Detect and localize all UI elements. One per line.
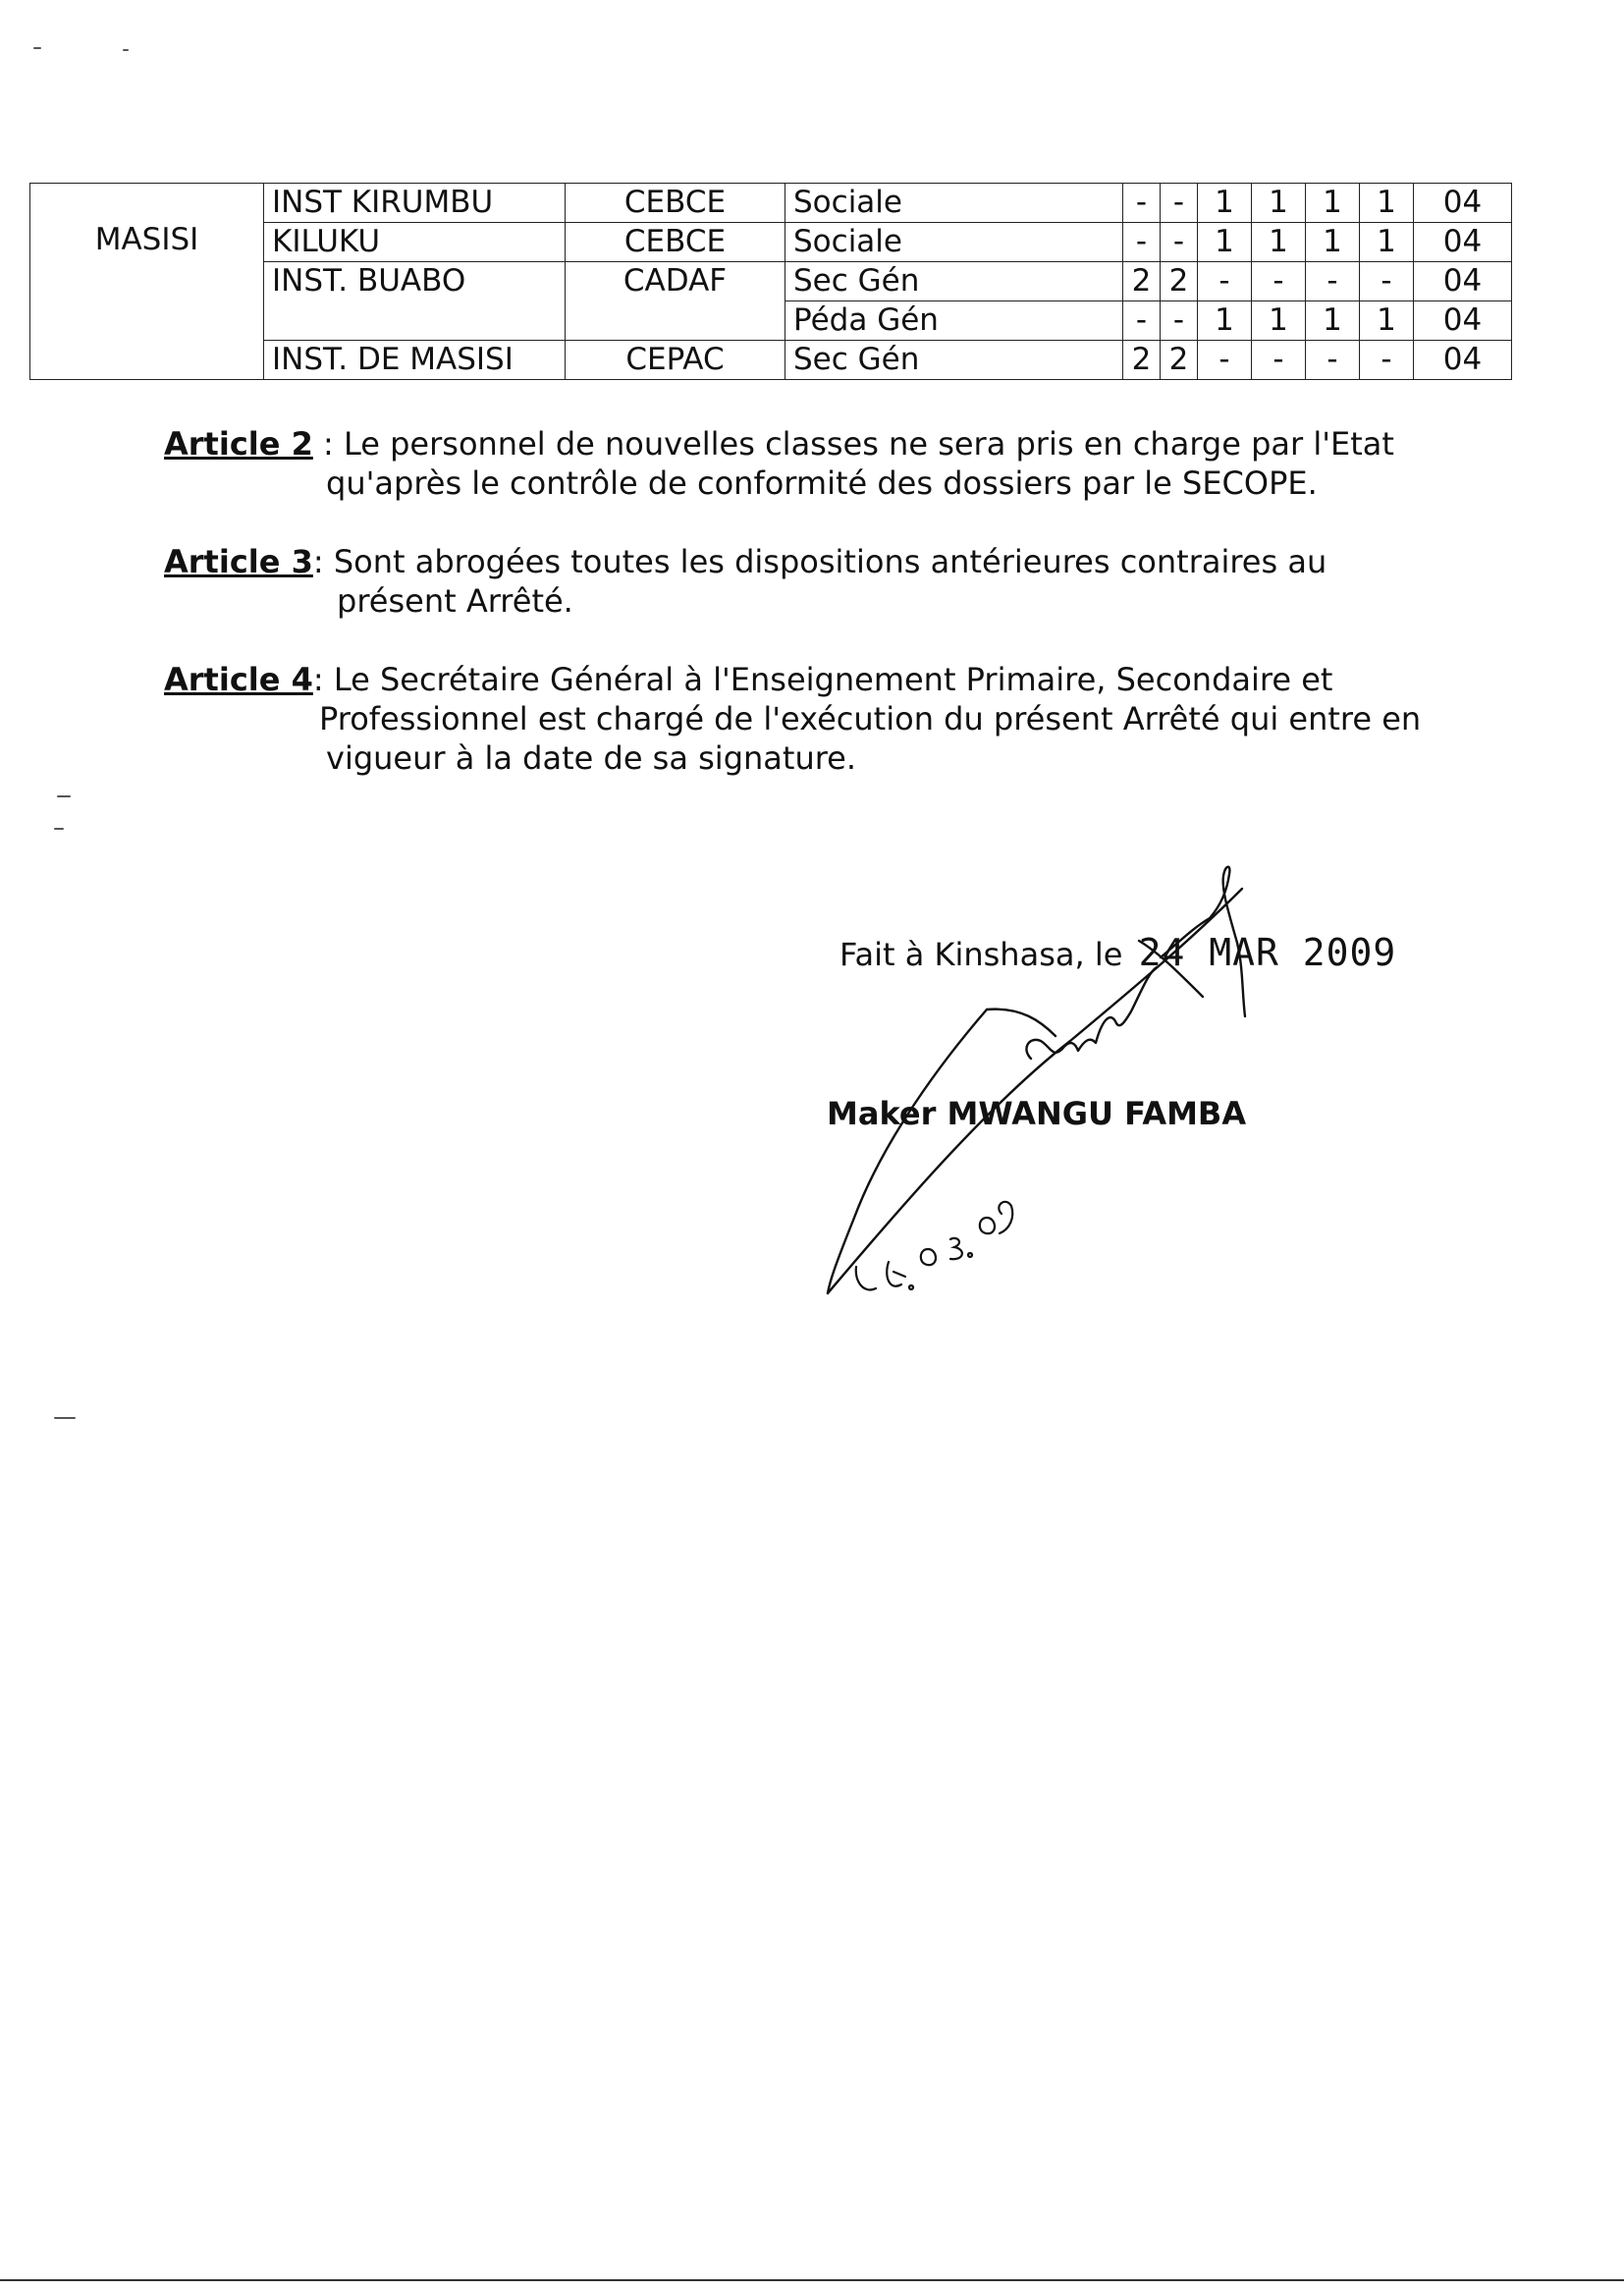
place-date-prefix: Fait à Kinshasa, le [839,936,1123,973]
count-cell: - [1306,262,1360,301]
count-cell: - [1360,341,1414,380]
count-cell: - [1252,262,1306,301]
school-cell: INST. DE MASISI [264,341,566,380]
option-cell: Péda Gén [785,301,1123,341]
network-cell: CADAF [566,262,785,341]
article-text: qu'après le contrôle de conformité des dossiers par le SECOPE. [326,464,1318,502]
count-cell: 1 [1252,184,1306,223]
region-cell: MASISI [30,184,264,380]
count-cell: 1 [1360,301,1414,341]
school-cell: KILUKU [264,223,566,262]
count-cell: 1 [1252,301,1306,341]
scan-speck [54,828,64,830]
total-cell: 04 [1414,184,1512,223]
article-2 [164,424,1394,503]
count-cell: - [1123,184,1161,223]
count-cell: - [1198,341,1252,380]
count-cell: - [1252,341,1306,380]
school-cell: INST KIRUMBU [264,184,566,223]
classes-table [29,183,1512,380]
article-label: Article 3 [164,543,313,580]
article-separator: : [312,425,344,463]
count-cell: 1 [1198,223,1252,262]
count-cell: - [1306,341,1360,380]
table-row [30,184,1512,223]
count-cell: - [1161,301,1198,341]
count-cell: 1 [1306,223,1360,262]
count-cell: 2 [1123,262,1161,301]
signer-name: Maker MWANGU FAMBA [827,1095,1247,1132]
article-4 [164,660,1421,778]
article-separator: : [312,543,334,580]
scan-speck [123,49,129,51]
count-cell: - [1123,301,1161,341]
article-text: Professionnel est chargé de l'exécution du présent Arrêté qui entre en [319,700,1422,737]
count-cell: 1 [1360,184,1414,223]
count-cell: - [1123,223,1161,262]
article-text: vigueur à la date de sa signature. [326,739,857,777]
school-cell: INST. BUABO [264,262,566,341]
count-cell: - [1161,223,1198,262]
network-cell: CEBCE [566,184,785,223]
option-cell: Sociale [785,223,1123,262]
place-and-date [839,933,1396,974]
count-cell: 1 [1198,184,1252,223]
count-cell: 1 [1306,184,1360,223]
scan-speck [33,47,41,49]
article-3 [164,542,1326,621]
count-cell: 2 [1161,341,1198,380]
option-cell: Sociale [785,184,1123,223]
article-label: Article 2 [164,425,313,463]
article-text: Sont abrogées toutes les dispositions antérieures contraires au [333,543,1327,580]
article-text: présent Arrêté. [337,582,573,620]
count-cell: 1 [1360,223,1414,262]
total-cell: 04 [1414,223,1512,262]
network-cell: CEBCE [566,223,785,262]
article-label: Article 4 [164,661,313,698]
count-cell: 2 [1161,262,1198,301]
count-cell: 1 [1306,301,1360,341]
option-cell: Sec Gén [785,341,1123,380]
count-cell: - [1360,262,1414,301]
count-cell: - [1198,262,1252,301]
total-cell: 04 [1414,301,1512,341]
date-stamp: 24 MAR 2009 [1138,931,1397,974]
article-separator: : [312,661,334,698]
total-cell: 04 [1414,341,1512,380]
page-bottom-rule [0,2279,1624,2281]
scan-speck [54,1417,76,1419]
count-cell: 2 [1123,341,1161,380]
option-cell: Sec Gén [785,262,1123,301]
article-text: Le personnel de nouvelles classes ne sera pris en charge par l'Etat [343,425,1394,463]
count-cell: 1 [1198,301,1252,341]
network-cell: CEPAC [566,341,785,380]
scan-speck [57,795,71,797]
count-cell: - [1161,184,1198,223]
total-cell: 04 [1414,262,1512,301]
article-text: Le Secrétaire Général à l'Enseignement Primaire, Secondaire et [333,661,1333,698]
count-cell: 1 [1252,223,1306,262]
